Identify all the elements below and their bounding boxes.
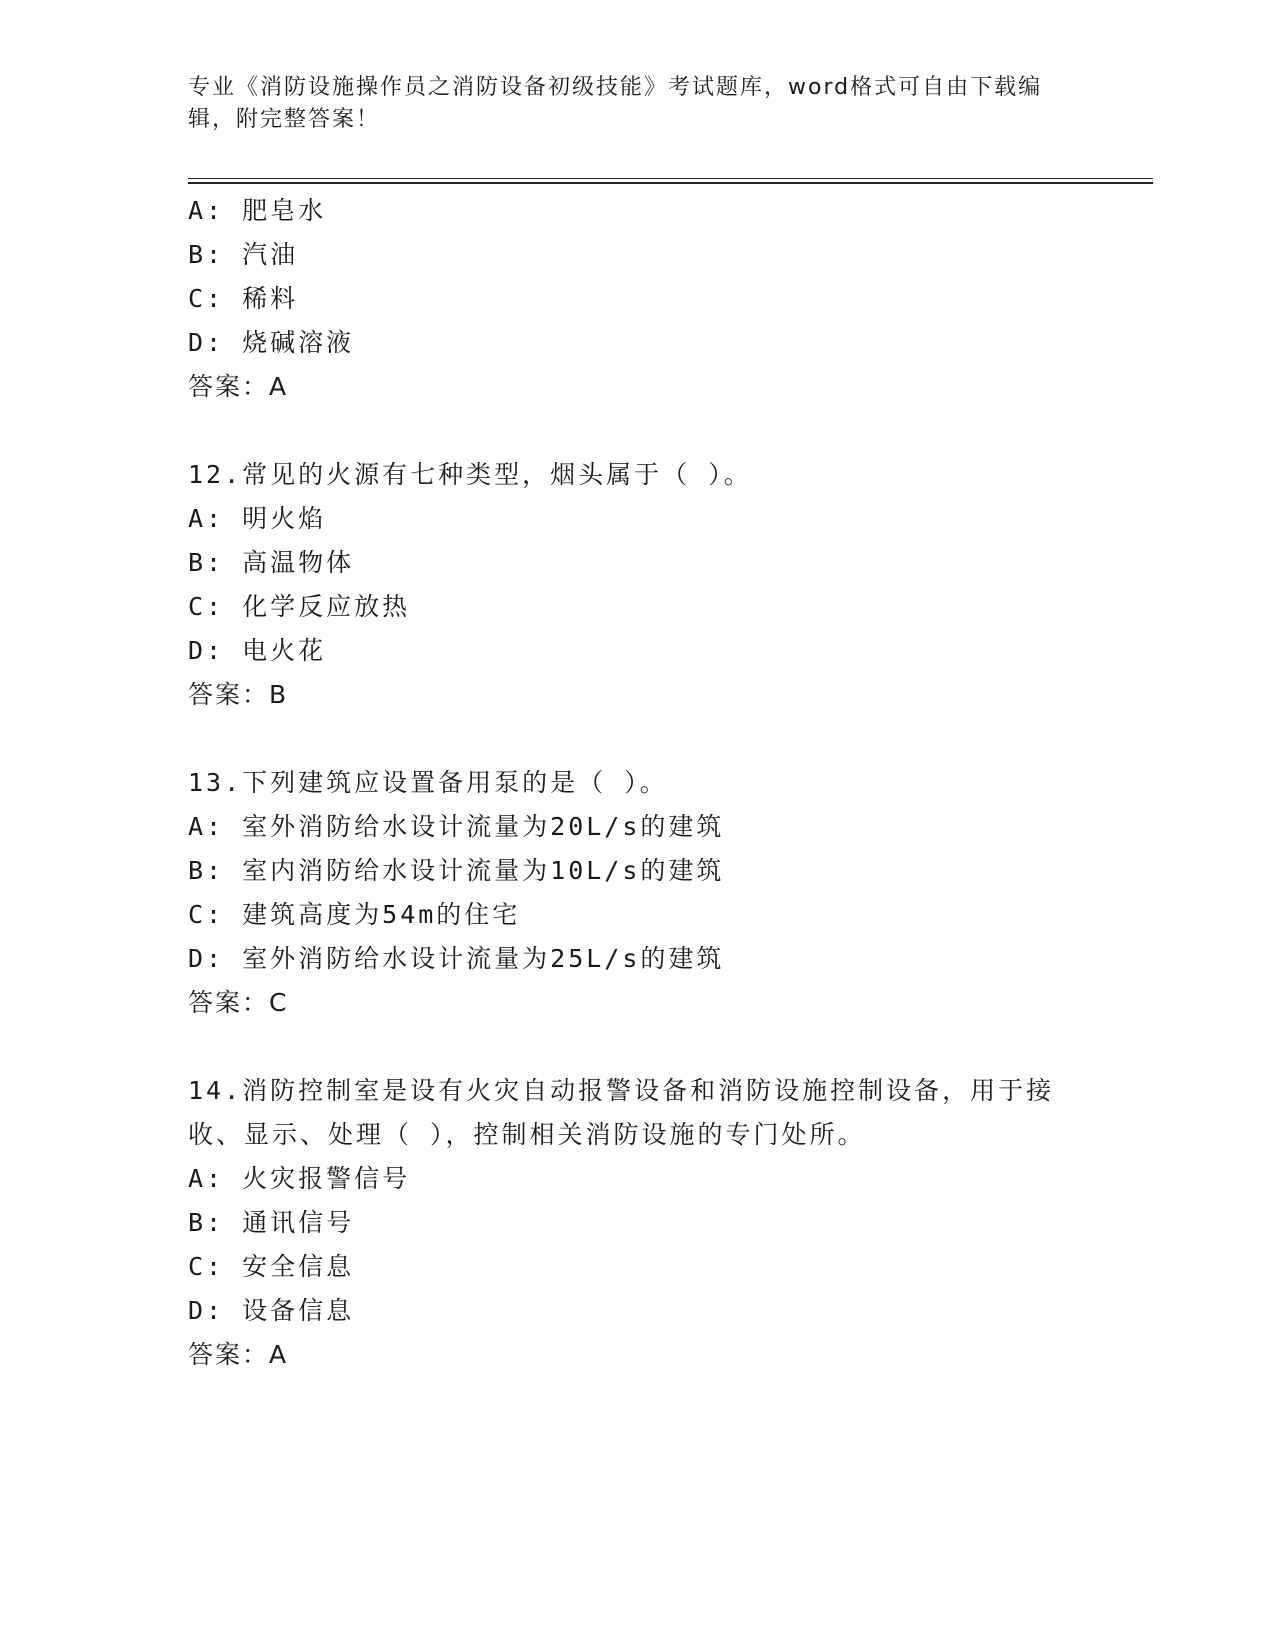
- q13-answer: 答案：C: [188, 988, 289, 1017]
- q13-option-b: B: 室内消防给水设计流量为10L/s的建筑: [188, 856, 725, 885]
- q12-option-b: B: 高温物体: [188, 548, 355, 577]
- q13-option-c: C: 建筑高度为54m的住宅: [188, 900, 521, 929]
- prev-option-d: D: 烧碱溶液: [188, 328, 355, 357]
- q12-option-c: C: 化学反应放热: [188, 592, 411, 621]
- q14-option-a: A: 火灾报警信号: [188, 1164, 411, 1193]
- q14-answer: 答案：A: [188, 1340, 289, 1369]
- header-line-1: 专业《消防设施操作员之消防设备初级技能》考试题库，word格式可自由下载编: [188, 75, 1043, 100]
- q14-option-c: C: 安全信息: [188, 1252, 355, 1281]
- prev-answer: 答案：A: [188, 372, 289, 401]
- prev-option-a: A: 肥皂水: [188, 196, 327, 225]
- q12-option-d: D: 电火花: [188, 636, 327, 665]
- q12-answer: 答案：B: [188, 680, 289, 709]
- prev-option-c: C: 稀料: [188, 284, 299, 313]
- header-divider-thick: [188, 182, 1153, 184]
- q13-option-a: A: 室外消防给水设计流量为20L/s的建筑: [188, 812, 725, 841]
- q13-option-d: D: 室外消防给水设计流量为25L/s的建筑: [188, 944, 725, 973]
- q14-option-d: D: 设备信息: [188, 1296, 355, 1325]
- q14-question-line-1: 14.消防控制室是设有火灾自动报警设备和消防设施控制设备，用于接: [188, 1076, 1055, 1105]
- q13-question: 13.下列建筑应设置备用泵的是（ ）。: [188, 768, 668, 797]
- document-header: [188, 72, 1088, 136]
- prev-option-b: B: 汽油: [188, 240, 299, 269]
- q12-option-a: A: 明火焰: [188, 504, 327, 533]
- header-line-2: 辑，附完整答案！: [188, 107, 381, 132]
- q14-question-line-2: 收、显示、处理（ ），控制相关消防设施的专门处所。: [188, 1120, 866, 1149]
- q12-question: 12.常见的火源有七种类型，烟头属于（ ）。: [188, 460, 752, 489]
- header-divider-thin: [188, 178, 1153, 179]
- q14-option-b: B: 通讯信号: [188, 1208, 355, 1237]
